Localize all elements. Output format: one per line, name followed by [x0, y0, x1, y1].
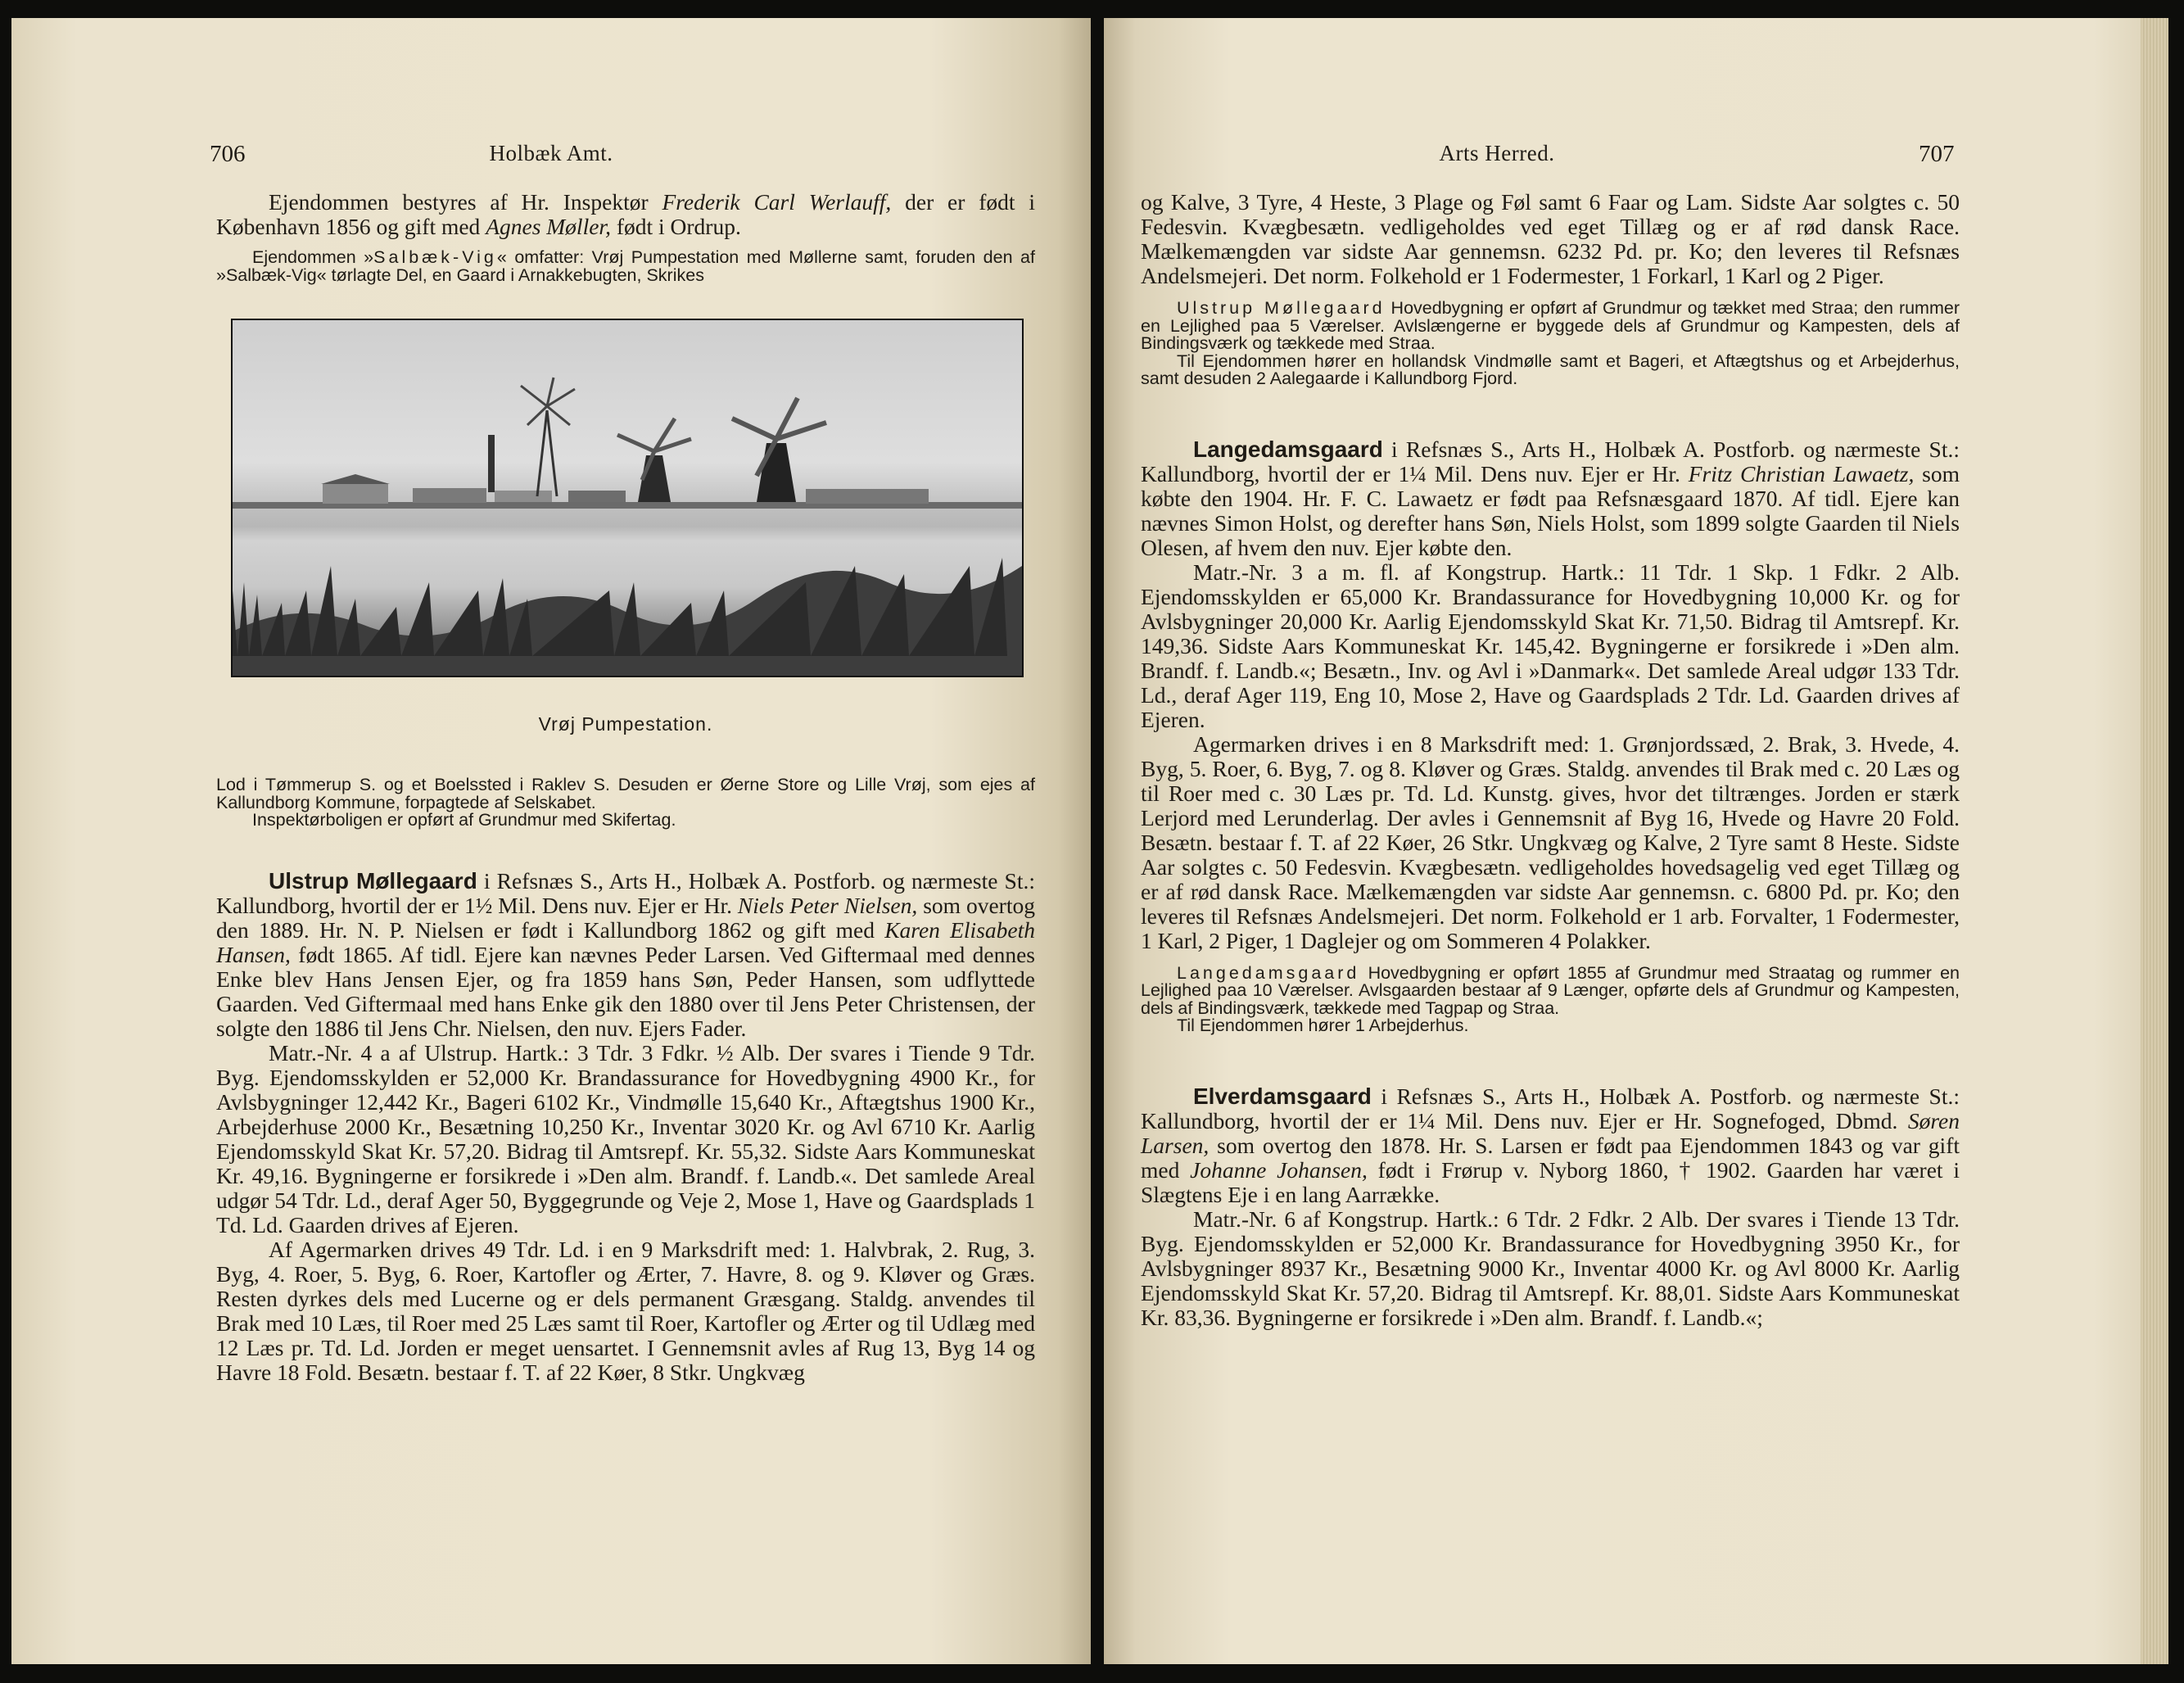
right-column [1141, 190, 1960, 1330]
right-header [1104, 141, 2168, 174]
figure-caption: Vrøj Pumpestation. [538, 713, 713, 735]
paragraph-inspector: Ejendommen bestyres af Hr. Inspektør Frederik Carl Werlauff, der er født i København 1856 og gift med Agnes Møller, født i Ordrup. [216, 189, 1035, 239]
owner-wife-name: Johanne Johansen, [1190, 1156, 1368, 1183]
entry-ulstrup-matr: Matr.-Nr. 4 a af Ulstrup. Hartk.: 3 Tdr. 3 Fdkr. ½ Alb. Der svares i Tiende 9 Tdr. Byg. Ejendomsskylden er 52,000 Kr. Brandassurance for Hovedbygning 4900 Kr., for Avlsbygninger 12,442 Kr., Bageri 6102 Kr., Vindmølle 15,640 Kr., Aftægtshus 1900 Kr., Arbejderhuse 2000 Kr., Besætning 10,250 Kr., Inventar 3020 Kr. og Avl 6710 Kr. Aarlig Ejendomsskyld Skat Kr. 57,20. Bidrag til Amtsrepf. Kr. 55,32. Sidste Aars Kommuneskat Kr. 49,16. Bygningerne er forsikrede i »Den alm. Brandf. f. Landb.«. Det samlede Areal udgør 54 Tdr. Ld., deraf Ager 50, Byggegrunde og Veje 2, Mose 1, Have og Gaardsplads 1 Td. Ld. Gaarden drives af Ejeren. [216, 1039, 1035, 1237]
note-ulstrup-buildings: Ulstrup Møllegaard Hovedbygning er opført af Grundmur og tækket med Straa; den rummer en Lejlighed paa 5 Værelser. Avlslængerne er byggede dels af Grundmur og Kampesten, dels af Bindingsværk og tækkede med Straa. [1141, 298, 1960, 353]
entry-title-elverdamsgaard: Elverdamsgaard [1193, 1083, 1372, 1109]
page-number-right: 707 [1919, 141, 1955, 167]
entry-langedamsgaard-matr: Matr.-Nr. 3 a m. fl. af Kongstrup. Hartk.: 11 Tdr. 1 Skp. 1 Fdkr. 2 Alb. Ejendomsskylden er 65,000 Kr. Brandassurance for Hovedbygning 10,000 Kr. og for Avlsbygninger 20,000 Kr. Aarlig Ejendomsskyld Skat Kr. 71,50. Bidrag til Amtsrepf. Kr. 149,36. Sidste Aars Kommuneskat Kr. 145,42. Bygningerne er forsikrede i »Den alm. Brandf. f. Landb.«; Besætn., Inv. og Avl i »Danmark«. Det samlede Areal udgør 133 Tdr. Ld., deraf Ager 119, Eng 10, Mose 2, Have og Gaardsplads 2 Tdr. Ld. Gaarden drives af Ejeren. [1141, 559, 1960, 732]
page-fore-edge [2141, 18, 2168, 1664]
entry-title-langedamsgaard: Langedamsgaard [1193, 436, 1383, 462]
note-inspektorbolig: Inspektørboligen er opført af Grundmur med Skifertag. [252, 810, 676, 830]
entry-ulstrup-continued: og Kalve, 3 Tyre, 4 Heste, 3 Plage og Føl samt 6 Faar og Lam. Sidste Aar solgtes c. 50 Fedesvin. Kvægbesætn. vedligeholdes ved eget Tillæg og er af rød dansk Race. Mælkemængden var sidste Aar gennemsn. 6232 Pd. pr. Ko; den leveres til Refsnæs Andelsmejeri. Det norm. Folkehold er 1 Fodermester, 1 Forkarl, 1 Karl og 2 Piger. [1141, 189, 1960, 288]
left-page [11, 18, 1091, 1664]
wife-name: Agnes Møller, [486, 214, 611, 239]
entry-langedamsgaard-agermark: Agermarken drives i en 8 Marksdrift med: 1. Grønjordssæd, 2. Brak, 3. Hvede, 4. Byg, 5. Roer, 6. Byg, 7. og 8. Kløver og Græs. Staldg. anvendes til Brak med c. 20 Læs og til Roer med c. 30 Læs pr. Td. Ld. Kunstg. gives, hvor det tiltrænges. Jorden er stærk Lerjord med Lerunderlag. Der avles i Gennemsnit af Byg 16, Hvede og Havre 20 Fold. Besætn. bestaar f. T. af 22 Køer, 26 Stkr. Ungkvæg og Kalve, 2 Tyre samt 8 Heste. Sidste Aar solgtes c. 50 Fedesvin. Kvægbesætn. vedligeholdes hovedsagelig ved eget Tillæg og er af rød dansk Race. Mælkemængden var sidste Aar gennemsn. c. 6800 Pd. pr. Ko; den leveres til Refsnæs Andelsmejeri. Det norm. Folkehold er 1 arb. Forvalter, 1 Fodermester, 1 Karl, 2 Piger, 1 Daglejer og om Sommeren 4 Polakker. [1141, 731, 1960, 953]
entry-elverdamsgaard-intro: Elverdamsgaard i Refsnæs S., Arts H., Holbæk A. Postforb. og nærmeste St.: Kallundborg, hvortil der er 1¼ Mil. Dens nuv. Ejer er Hr. Sognefoged, Dbmd. Søren Larsen, som overtog den 1878. Hr. S. Larsen er født paa Ejendommen 1843 og var gift med Johanne Johansen, født i Frørup v. Nyborg 1860, † 1902. Gaarden har været i Slægtens Eje i en lang Aarrække. [1141, 1083, 1960, 1207]
running-head-right: Arts Herred. [1439, 141, 1555, 165]
pump-station-photo [231, 319, 1024, 677]
entry-title-ulstrup: Ulstrup Møllegaard [269, 867, 477, 894]
running-head-left: Holbæk Amt. [489, 141, 613, 165]
entry-ulstrup-intro: Ulstrup Møllegaard i Refsnæs S., Arts H., Holbæk A. Postforb. og nærmeste St.: Kallundborg, hvortil der er 1½ Mil. Dens nuv. Ejer er Hr. Niels Peter Nielsen, som overtog den 1889. Hr. N. P. Nielsen er født i Kallundborg 1862 og gift med Karen Elisabeth Hansen, født 1865. Af tidl. Ejere kan nævnes Peder Larsen. Ved Giftermaal med dennes Enke blev Hans Jensen Ejer, og fra 1859 hans Søn, Peder Hansen, som udflyttede Gaarden. Ved Giftermaal med hans Enke gik den 1880 over til Jens Peter Christensen, der solgte den 1886 til Jens Chr. Nielsen, den nuv. Ejers Fader. [216, 867, 1035, 1041]
note-ulstrup-extras: Til Ejendommen hører en hollandsk Vindmølle samt et Bageri, et Aftægtshus og et Arbejderhus, samt desuden 2 Aalegaarde i Kallundborg Fjord. [1141, 351, 1960, 388]
owner-wife-name: Karen Elisabeth Hansen, [216, 916, 1035, 967]
right-page [1104, 18, 2168, 1664]
entry-ulstrup-agermark: Af Agermarken drives 49 Tdr. Ld. i en 9 Marksdrift med: 1. Halvbrak, 2. Rug, 3. Byg, 4. Roer, 5. Byg, 6. Roer, Kartofler og Ærter, 7. Havre, 8. og 9. Kløver og Græs. Resten dyrkes dels med Lucerne og er dels permanent Græsgang. Staldg. anvendes til Brak med 10 Læs, til Roer med 25 Læs samt til Roer, Kartofler og Ærter og til Udlæg med 12 Læs pr. Td. Ld. Jorden er meget uensartet. I Gennemsnit avles af Rug 13, Byg 14 og Havre 18 Fold. Besætn. bestaar f. T. af 22 Køer, 8 Stkr. Ungkvæg [216, 1236, 1035, 1385]
page-number-left: 706 [210, 141, 246, 167]
inspector-name: Frederik Carl Werlauff, [662, 189, 892, 215]
owner-name: Fritz Christian Lawaetz, [1688, 460, 1915, 486]
owner-name: Niels Peter Nielsen, [737, 892, 918, 918]
left-header [11, 141, 1091, 174]
note-langedamsgaard-buildings: Langedamsgaard Hovedbygning er opført 1855 af Grundmur med Straatag og rummer en Lejlighed paa 10 Værelser. Avlsgaarden bestaar af 9 Længer, opførte dels af Grundmur og Kampesten, dels af Bindingsværk, tækkede med Tagpap og Straa. [1141, 962, 1960, 1018]
entry-langedamsgaard-intro: Langedamsgaard i Refsnæs S., Arts H., Holbæk A. Postforb. og nærmeste St.: Kallundborg, hvortil der er 1¼ Mil. Dens nuv. Ejer er Hr. Fritz Christian Lawaetz, som købte den 1904. Hr. F. C. Lawaetz er født paa Refsnæsgaard 1870. Af tidl. Ejere kan nævnes Simon Holst, og derefter hans Søn, Niels Holst, som 1899 solgte Gaarden til Niels Olesen, af hvem den nuv. Ejer købte den. [1141, 436, 1960, 560]
note-salbaek-vig: Ejendommen »Salbæk-Vig« omfatter: Vrøj Pumpestation med Møllerne samt, foruden den af »Salbæk-Vig« tørlagte Del, en Gaard i Arnakkebugten, Skrikes [216, 247, 1035, 285]
entry-elverdamsgaard-matr: Matr.-Nr. 6 af Kongstrup. Hartk.: 6 Tdr. 2 Fdkr. 2 Alb. Der svares i Tiende 13 Tdr. Byg. Ejendomsskylden er 52,000 Kr. Brandassurance for Hovedbygning 3950 Kr., for Avlsbygninger 8937 Kr., Besætning 9000 Kr., Inventar 4000 Kr. og Avl 8000 Kr. Aarlig Ejendomsskyld Skat Kr. 57,20. Bidrag til Amtsrepf. Kr. 88,01. Sidste Aars Kommuneskat Kr. 83,36. Bygningerne er forsikrede i »Den alm. Brandf. f. Landb.«; [1141, 1206, 1960, 1330]
owner-name: Søren Larsen, [1141, 1107, 1960, 1158]
note-lod: Lod i Tømmerup S. og et Boelssted i Raklev S. Desuden er Øerne Store og Lille Vrøj, som ejes af Kallundborg Kommune, forpagtede af Selskabet. [216, 775, 1035, 812]
note-langedamsgaard-extras: Til Ejendommen hører 1 Arbejderhus. [1177, 1016, 1469, 1035]
photo-illustration [233, 320, 1022, 676]
left-column [216, 190, 1035, 1385]
